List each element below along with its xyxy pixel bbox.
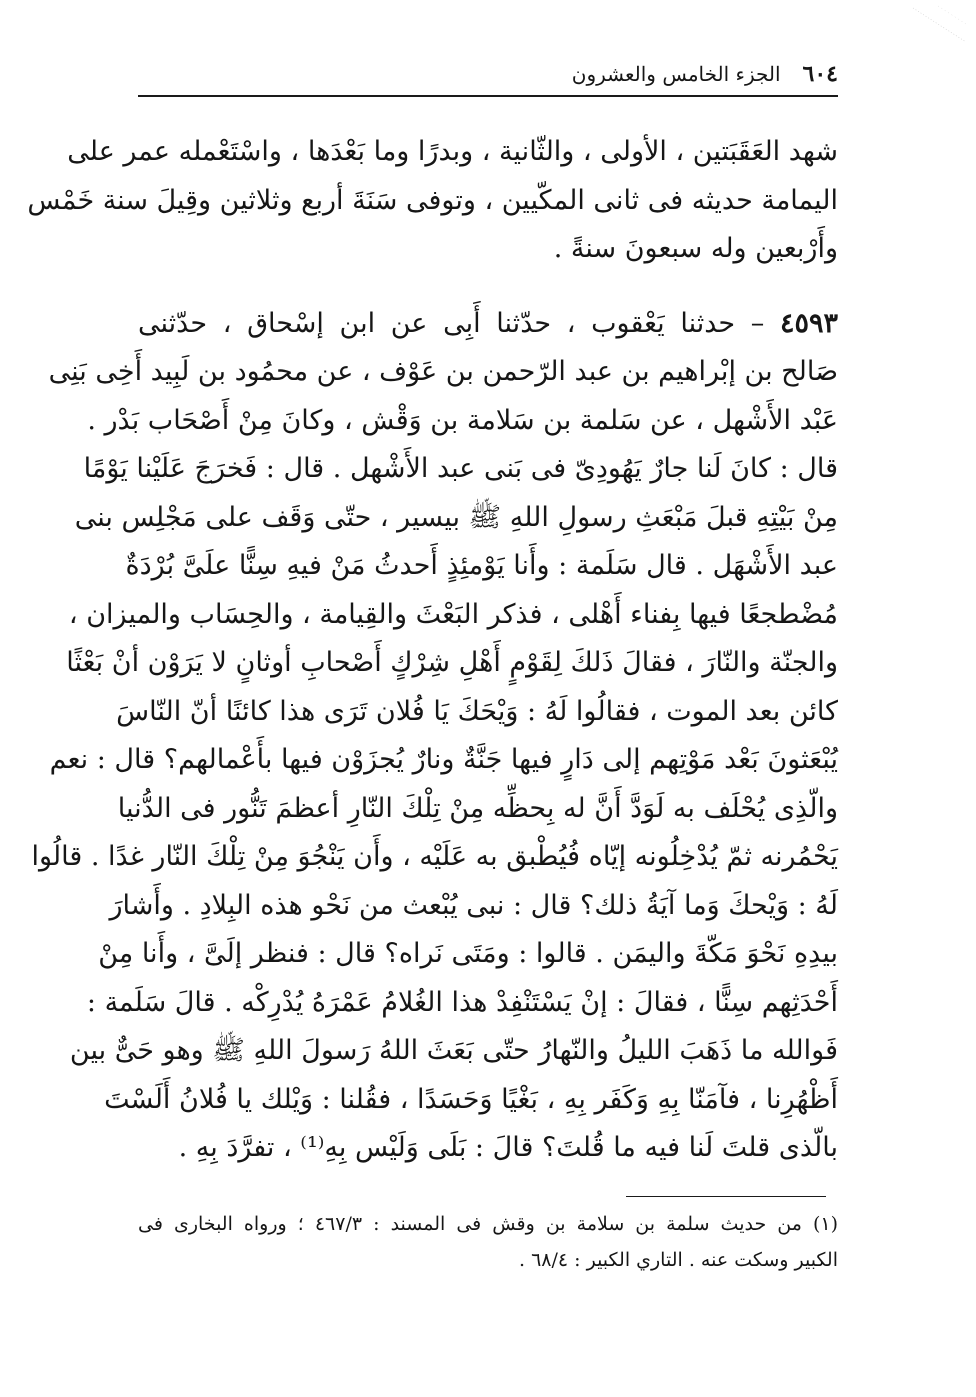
paragraph-1 <box>27 128 838 274</box>
text-line: بالّذى قلتَ لَنا فيه ما قُلتَ؟ قالَ : بَلَى وَلَيْس بِهِ⁽¹⁾ ، تفرَّدَ بِهِ . <box>178 1132 838 1163</box>
text-line: شهد العَقَبَتين ، الأولى ، والثّانية ، وبدرًا وما بَعْدَها ، واسْتَعْمله عمر على <box>67 136 838 167</box>
text-line: مُضْطجعًا فيها بِفناء أَهْلى ، فذكر البَعْثَ والقِيامة ، والحِسَاب والميزان ، <box>68 598 838 630</box>
running-title: الجزء الخامس والعشرون <box>571 62 781 86</box>
text-line: كائن بعد الموت ، فقالُوا لَهُ : وَيْحَكَ يَا فُلان تَرَى هذا كائنًا أنّ النّاسَ <box>116 695 838 727</box>
hadith-number: ٤٥٩٣ <box>779 307 838 339</box>
text-line: صَالح بن إبْراهيم بن عبد الرّحمن بن عَوْف ، عن محمُود بن لَبِيد أَخِى بَنِى <box>48 356 838 387</box>
page-header <box>138 58 838 90</box>
text-line: اليمامة حديثه فى ثانى المكّيين ، وتوفى سَنَةَ أربع وثلاثين وقِيلَ سنة خَمْس <box>27 184 838 216</box>
text-line: لَهُ : وَيْحكَ وَما آيَةُ ذلك؟ قال : نبى يُبْعث من نَحْو هذه البِلادِ . وأَشارَ <box>109 889 838 921</box>
text-line: بيدِهِ نَحْوَ مَكّةَ واليمَن . قالوا : ومَتَى نَراه؟ قال : فنظر إلَىَّ ، وأَنا مِنْ <box>98 938 838 969</box>
text-line: وأَرْبعين وله سبعونَ سنةً . <box>553 233 838 264</box>
footnote-line: (١) من حديث سلمة بن سلامة بن وقش فى المسند : ٤٦٧/٣ ؛ ورواه البخارى فى <box>138 1213 838 1235</box>
text-line: والجنّة والنّارَ ، فقالَ ذَلكَ لِقَوْمٍ أَهْلِ شِرْكٍ أَصْحابِ أوثانٍ لا يَرَوْن أنْ بَعْثًا <box>66 647 838 678</box>
hadith-first-line-text: – حدثنا يَعْقوب ، حدّثنا أَبِى عن ابن إسْحاق ، حدّثنى <box>138 307 780 339</box>
text-line: أَظْهُرِنا ، فآمَنّا بِهِ وَكَفَر بِهِ ، بَغْيًا وَحَسَدًا ، فقُلنا : وَيْلك يا فُلانُ أَلَسْتَ <box>104 1083 838 1115</box>
text-line: عبد الأَشْهَل . قال سَلَمة : وأَنا يَوْمئِذٍ أَحدثُ مَنْ فيهِ سِنًّا علَىَّ بُرْدَةٌ <box>125 550 838 581</box>
scan-smudge-mark <box>908 4 968 44</box>
paragraph-2 <box>31 300 838 1173</box>
text-line: يُبْعَثونَ بَعْد مَوْتِهم إلى دَارٍ فيها جَنَّةٌ ونارٌ يُجزَوْن فيها بأَعْمالهم؟ قال : نعم <box>49 744 838 775</box>
text-line: فَوالله ما ذَهَبَ الليلُ والنّهارُ حتّى بَعَثَ اللهُ رَسولَ اللهِ ﷺ وهو حَىٌّ بين <box>69 1035 838 1066</box>
footnote-line: الكبير وسكت عنه . التاري الكبير : ٦٨/٤ . <box>518 1249 838 1271</box>
footnote-rule <box>626 1196 826 1197</box>
page-number: ٦٠٤ <box>802 61 838 87</box>
footnotes <box>138 1206 838 1278</box>
text-line: قال : كانَ لَنا جارٌ يَهُودِىّ فى بَنى عبد الأَشْهل . قال : فَخرَجَ عَلَيْنا يَوْمًا <box>83 453 838 484</box>
text-line: مِنْ بَيْتِهِ قبلَ مَبْعَثِ رسولِ اللهِ ﷺ بيسير ، حتّى وَقَف على مَجْلِس بنى <box>74 501 838 533</box>
paragraph-gap <box>138 274 838 300</box>
header-rule <box>138 95 838 97</box>
hadith-first-line <box>138 300 838 349</box>
text-line: عَبْد الأَشْهل ، عن سَلمة بن سَلامة بن وَقْش ، وكانَ مِنْ أَصْحَاب بَدْر . <box>87 404 838 436</box>
main-text <box>27 128 838 1173</box>
text-line: والّذِى يُحْلَف به لَوَدَّ أَنَّ له بِحظِّه مِنْ تِلْكَ النّارِ أعظمَ تَنُّور فى الدُّنيا <box>117 792 838 824</box>
text-line: أَحْدَثِهم سِنًّا ، فقالَ : إنْ يَسْتَنْفِدْ هذا الغُلامُ عَمْرَهُ يُدْرِكْه . قالَ سَلَمة : <box>86 986 838 1018</box>
text-line: يَحْمُرنه ثمّ يُدْخِلُونه إيّاه فُيُطْبق به عَلَيْه ، وأَن يَنْجُوَ مِنْ تِلْكَ النّار غدًا . قالُوا <box>31 841 838 872</box>
